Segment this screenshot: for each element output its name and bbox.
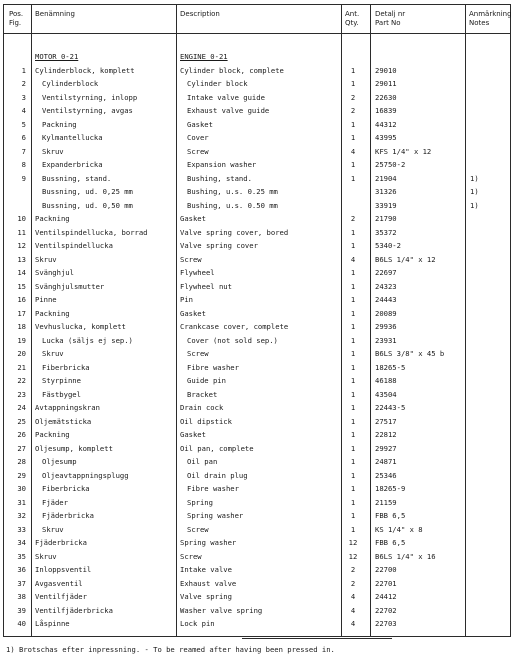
row-description: Screw	[187, 146, 209, 156]
row-part-number: FBB 6,5	[375, 511, 406, 520]
row-quantity: 4	[350, 592, 356, 601]
table-row	[4, 389, 512, 400]
row-position: 28	[17, 457, 26, 466]
table-row	[4, 65, 512, 76]
row-name: Bussning, stand.	[42, 173, 112, 183]
row-name: Ventilspindellucka, borrad	[35, 227, 148, 237]
table-row	[4, 227, 512, 238]
row-quantity: 1	[350, 457, 356, 466]
row-name: Packning	[35, 430, 70, 439]
row-description: Washer valve spring	[180, 605, 263, 615]
row-name: Oljemätsticka	[35, 416, 92, 426]
row-position: 9	[21, 173, 26, 183]
row-quantity: 2	[350, 578, 356, 588]
header-part-sv-label: Detalj nr	[375, 10, 406, 18]
row-name: Fjäderbricka	[35, 538, 87, 547]
row-quantity: 1	[350, 497, 356, 507]
row-part-number: 22703	[375, 619, 397, 628]
row-quantity: 1	[350, 65, 356, 75]
table-row	[4, 132, 512, 143]
row-quantity: 1	[350, 119, 356, 129]
row-name: Skruv	[42, 349, 64, 358]
row-position: 8	[21, 160, 26, 169]
row-part-number: 16839	[375, 106, 397, 115]
section-row	[4, 51, 512, 62]
row-description: Bushing, u.s. 0.50 mm	[187, 200, 278, 210]
row-name: Skruv	[42, 524, 64, 534]
row-description: Gasket	[180, 430, 206, 439]
row-name: Skruv	[35, 551, 57, 561]
row-position: 22	[17, 376, 26, 385]
row-position: 2	[21, 79, 26, 88]
table-row	[4, 213, 512, 224]
table-row	[4, 456, 512, 467]
row-part-number: 22443-5	[375, 403, 406, 412]
row-quantity: 12	[348, 538, 358, 547]
row-position: 14	[17, 268, 26, 277]
row-part-number: 5340-2	[375, 241, 401, 250]
parts-table	[3, 4, 511, 637]
row-description: Gasket	[180, 308, 206, 318]
table-row	[4, 578, 512, 589]
row-description: Pin	[180, 295, 193, 304]
row-quantity: 4	[350, 146, 356, 156]
row-position: 31	[17, 497, 26, 507]
row-position: 34	[17, 538, 26, 547]
row-quantity: 1	[350, 133, 356, 142]
row-position: 19	[17, 335, 26, 345]
row-position: 21	[17, 362, 26, 372]
row-description: Guide pin	[187, 376, 226, 385]
row-part-number: 31326	[375, 187, 397, 196]
row-description: Bracket	[187, 389, 218, 399]
row-part-number: 18265-5	[375, 362, 406, 372]
row-description: Screw	[180, 551, 202, 561]
table-row	[4, 321, 512, 332]
row-name: Bussning, ud. 0,50 mm	[42, 200, 133, 210]
row-part-number: FBB 6,5	[375, 538, 406, 547]
row-part-number: 21790	[375, 214, 397, 223]
row-name: Fästbygel	[42, 389, 81, 399]
table-row	[4, 402, 512, 413]
row-description: Intake valve guide	[187, 92, 265, 102]
table-row	[4, 159, 512, 170]
row-description: Cylinder block, complete	[180, 65, 284, 75]
row-quantity: 1	[350, 335, 356, 345]
row-position: 30	[17, 484, 26, 493]
table-row	[4, 173, 512, 184]
row-position: 7	[21, 146, 26, 156]
row-name: Låspinne	[35, 619, 70, 628]
table-row	[4, 240, 512, 251]
row-name: Styrpinne	[42, 376, 81, 385]
row-position: 23	[17, 389, 26, 399]
row-part-number: B6LS 1/4" x 16	[375, 551, 436, 561]
row-part-number: 43504	[375, 389, 397, 399]
row-description: Exhaust valve guide	[187, 106, 270, 115]
row-description: Valve spring cover, bored	[180, 227, 289, 237]
row-description: Bushing, stand.	[187, 173, 252, 183]
header-notes-en-label: Notes	[469, 19, 490, 27]
row-part-number: 43995	[375, 133, 397, 142]
row-description: Cylinder block	[187, 79, 248, 88]
row-name: Oljeavtappningsplugg	[42, 470, 129, 480]
row-description: Screw	[180, 254, 202, 264]
row-position: 20	[17, 349, 26, 358]
row-quantity: 1	[350, 524, 356, 534]
header-name	[35, 10, 75, 19]
row-description: Spring	[187, 497, 213, 507]
header-name-label: Benämning	[35, 10, 75, 18]
header-quantity-en-label: Qty.	[345, 19, 359, 27]
table-row	[4, 119, 512, 130]
table-row	[4, 470, 512, 481]
row-name: Vevhuslucka, komplett	[35, 322, 126, 331]
table-row	[4, 105, 512, 116]
row-position: 1	[21, 65, 26, 75]
row-quantity: 1	[350, 227, 356, 237]
row-note: 1)	[470, 187, 479, 196]
row-name: Skruv	[42, 146, 64, 156]
row-part-number: 22697	[375, 268, 397, 277]
table-row	[4, 335, 512, 346]
row-part-number: 29011	[375, 79, 397, 88]
row-name: Fjäderbricka	[42, 511, 94, 520]
header-description	[180, 10, 220, 19]
row-position: 32	[17, 511, 26, 520]
row-position: 11	[17, 227, 26, 237]
header-part-no	[375, 10, 405, 28]
row-name: Cylinderblock	[42, 79, 99, 88]
row-description: Screw	[187, 349, 209, 358]
row-position: 33	[17, 524, 26, 534]
row-position: 13	[17, 254, 26, 264]
row-description: Cover (not sold sep.)	[187, 335, 278, 345]
row-quantity: 4	[350, 254, 356, 264]
row-part-number: 24443	[375, 295, 397, 304]
row-position: 17	[17, 308, 26, 318]
row-part-number: 23931	[375, 335, 397, 345]
header-pos-label: Pos.	[9, 10, 24, 18]
row-part-number: 22630	[375, 92, 397, 102]
row-quantity: 1	[350, 295, 356, 304]
header-notes-sv-label: Anmärkning	[469, 10, 512, 18]
row-part-number: 35372	[375, 227, 397, 237]
table-row	[4, 591, 512, 602]
row-description: Intake valve	[180, 565, 232, 574]
table-row	[4, 294, 512, 305]
header-notes	[469, 10, 512, 28]
row-name: Oljesump, komplett	[35, 443, 113, 453]
table-row	[4, 618, 512, 629]
row-quantity: 1	[350, 160, 356, 169]
row-part-number: 44312	[375, 119, 397, 129]
table-row	[4, 443, 512, 454]
table-row	[4, 524, 512, 535]
row-part-number: 46188	[375, 376, 397, 385]
table-row	[4, 416, 512, 427]
row-position: 24	[17, 403, 26, 412]
table-row	[4, 497, 512, 508]
table-row	[4, 510, 512, 521]
row-quantity: 1	[350, 484, 356, 493]
row-name: Svänghjul	[35, 268, 74, 277]
row-quantity: 1	[350, 281, 356, 291]
row-quantity: 1	[350, 349, 356, 358]
row-description: Spring washer	[187, 511, 244, 520]
row-description: Oil pan	[187, 457, 218, 466]
row-position: 5	[21, 119, 26, 129]
table-row	[4, 78, 512, 89]
row-description: ENGINE 0-21	[180, 52, 228, 61]
row-quantity: 1	[350, 443, 356, 453]
row-name: Lucka (säljs ej sep.)	[42, 335, 133, 345]
row-part-number: 22812	[375, 430, 397, 439]
table-row	[4, 605, 512, 616]
row-position: 38	[17, 592, 26, 601]
table-row	[4, 146, 512, 157]
row-part-number: KFS 1/4" x 12	[375, 146, 432, 156]
table-row	[4, 564, 512, 575]
table-row	[4, 375, 512, 386]
row-part-number: 22702	[375, 605, 397, 615]
row-quantity: 4	[350, 605, 356, 615]
row-part-number: 29010	[375, 65, 397, 75]
row-quantity: 4	[350, 619, 356, 628]
row-quantity: 1	[350, 241, 356, 250]
row-name: Packning	[35, 214, 70, 223]
row-position: 12	[17, 241, 26, 250]
row-position: 29	[17, 470, 26, 480]
table-row	[4, 348, 512, 359]
row-name: Expanderbricka	[42, 160, 103, 169]
row-description: Oil dipstick	[180, 416, 232, 426]
table-row	[4, 429, 512, 440]
header-quantity-sv-label: Ant.	[345, 10, 360, 18]
row-description: Expansion washer	[187, 160, 257, 169]
row-part-number: 21904	[375, 173, 397, 183]
row-position: 27	[17, 443, 26, 453]
table-row	[4, 186, 512, 197]
row-description: Drain cock	[180, 403, 224, 412]
row-name: Ventilspindellucka	[35, 241, 113, 250]
row-part-number: 20089	[375, 308, 397, 318]
row-part-number: 25750-2	[375, 160, 406, 169]
row-description: Gasket	[180, 214, 206, 223]
table-row	[4, 483, 512, 494]
header-quantity	[345, 10, 359, 28]
row-quantity: 2	[350, 92, 356, 102]
row-name: Fiberbricka	[42, 362, 90, 372]
row-name: Cylinderblock, komplett	[35, 65, 135, 75]
row-quantity: 1	[350, 376, 356, 385]
table-row	[4, 362, 512, 373]
row-description: Valve spring cover	[180, 241, 258, 250]
row-part-number: 22700	[375, 565, 397, 574]
row-position: 18	[17, 322, 26, 331]
row-position: 36	[17, 565, 26, 574]
footnote: 1) Brotschas efter inpressning. - To be reamed after having been pressed in.	[6, 645, 335, 654]
row-name: Packning	[42, 119, 77, 129]
row-position: 16	[17, 295, 26, 304]
row-part-number: 24323	[375, 281, 397, 291]
row-part-number: B6LS 1/4" x 12	[375, 254, 436, 264]
row-description: Crankcase cover, complete	[180, 322, 289, 331]
row-quantity: 1	[350, 389, 356, 399]
row-description: Spring washer	[180, 538, 237, 547]
row-part-number: KS 1/4" x 8	[375, 524, 423, 534]
row-part-number: 22701	[375, 578, 397, 588]
row-quantity: 1	[350, 173, 356, 183]
row-name: Ventilstyrning, avgas	[42, 106, 133, 115]
row-name: Packning	[35, 308, 70, 318]
row-name: Ventilfjäderbricka	[35, 605, 113, 615]
row-quantity: 1	[350, 362, 356, 372]
row-quantity: 2	[350, 214, 356, 223]
row-part-number: 18265-9	[375, 484, 406, 493]
row-description: Fibre washer	[187, 484, 239, 493]
row-part-number: 24871	[375, 457, 397, 466]
row-description: Valve spring	[180, 592, 232, 601]
row-name: Svänghjulsmutter	[35, 281, 105, 291]
table-row	[4, 308, 512, 319]
row-description: Oil pan, complete	[180, 443, 254, 453]
header-pos-fig	[9, 10, 23, 28]
table-row	[4, 92, 512, 103]
row-name: MOTOR 0-21	[35, 52, 79, 61]
row-position: 35	[17, 551, 26, 561]
row-name: Avtappningskran	[35, 403, 100, 412]
row-name: Skruv	[35, 254, 57, 264]
row-name: Kylmantellucka	[42, 133, 103, 142]
row-quantity: 1	[350, 470, 356, 480]
row-name: Fiberbricka	[42, 484, 90, 493]
row-quantity: 2	[350, 106, 356, 115]
row-part-number: 29936	[375, 322, 397, 331]
row-note: 1)	[470, 200, 479, 210]
table-row	[4, 254, 512, 265]
row-name: Fjäder	[42, 497, 68, 507]
row-description: Screw	[187, 524, 209, 534]
header-part-en-label: Part No	[375, 19, 401, 27]
row-description: Bushing, u.s. 0.25 mm	[187, 187, 278, 196]
row-name: Inloppsventil	[35, 565, 92, 574]
row-quantity: 1	[350, 416, 356, 426]
row-quantity: 1	[350, 322, 356, 331]
row-position: 4	[21, 106, 26, 115]
row-position: 6	[21, 133, 26, 142]
row-position: 15	[17, 281, 26, 291]
row-quantity: 1	[350, 79, 356, 88]
row-position: 3	[21, 92, 26, 102]
row-part-number: 33919	[375, 200, 397, 210]
row-description: Oil drain plug	[187, 470, 248, 480]
row-name: Pinne	[35, 295, 57, 304]
row-quantity: 1	[350, 511, 356, 520]
row-name: Avgasventil	[35, 578, 83, 588]
row-description: Exhaust valve	[180, 578, 237, 588]
row-part-number: B6LS 3/8" x 45 b	[375, 349, 445, 358]
row-name: Ventilfjäder	[35, 592, 87, 601]
row-position: 37	[17, 578, 26, 588]
row-position: 10	[17, 214, 26, 223]
row-part-number: 25346	[375, 470, 397, 480]
footnote-rule	[242, 638, 392, 639]
row-note: 1)	[470, 173, 479, 183]
row-description: Flywheel nut	[180, 281, 232, 291]
row-description: Lock pin	[180, 619, 215, 628]
header-description-label: Description	[180, 10, 220, 18]
row-description: Fibre washer	[187, 362, 239, 372]
table-row	[4, 267, 512, 278]
row-part-number: 27517	[375, 416, 397, 426]
row-name: Bussning, ud. 0,25 mm	[42, 187, 133, 196]
table-row	[4, 551, 512, 562]
row-position: 40	[17, 619, 26, 628]
row-position: 26	[17, 430, 26, 439]
row-quantity: 2	[350, 565, 356, 574]
row-name: Oljesump	[42, 457, 77, 466]
row-position: 39	[17, 605, 26, 615]
row-position: 25	[17, 416, 26, 426]
row-quantity: 12	[348, 551, 358, 561]
table-row	[4, 537, 512, 548]
row-part-number: 21159	[375, 497, 397, 507]
header-divider	[4, 33, 510, 34]
row-part-number: 29927	[375, 443, 397, 453]
row-part-number: 24412	[375, 592, 397, 601]
row-description: Gasket	[187, 119, 213, 129]
table-row	[4, 200, 512, 211]
row-name: Ventilstyrning, inlopp	[42, 92, 138, 102]
row-quantity: 1	[350, 268, 356, 277]
row-quantity: 1	[350, 308, 356, 318]
row-quantity: 1	[350, 403, 356, 412]
table-row	[4, 281, 512, 292]
row-quantity: 1	[350, 430, 356, 439]
header-fig-label: Fig.	[9, 19, 22, 27]
row-description: Flywheel	[180, 268, 215, 277]
row-description: Cover	[187, 133, 209, 142]
